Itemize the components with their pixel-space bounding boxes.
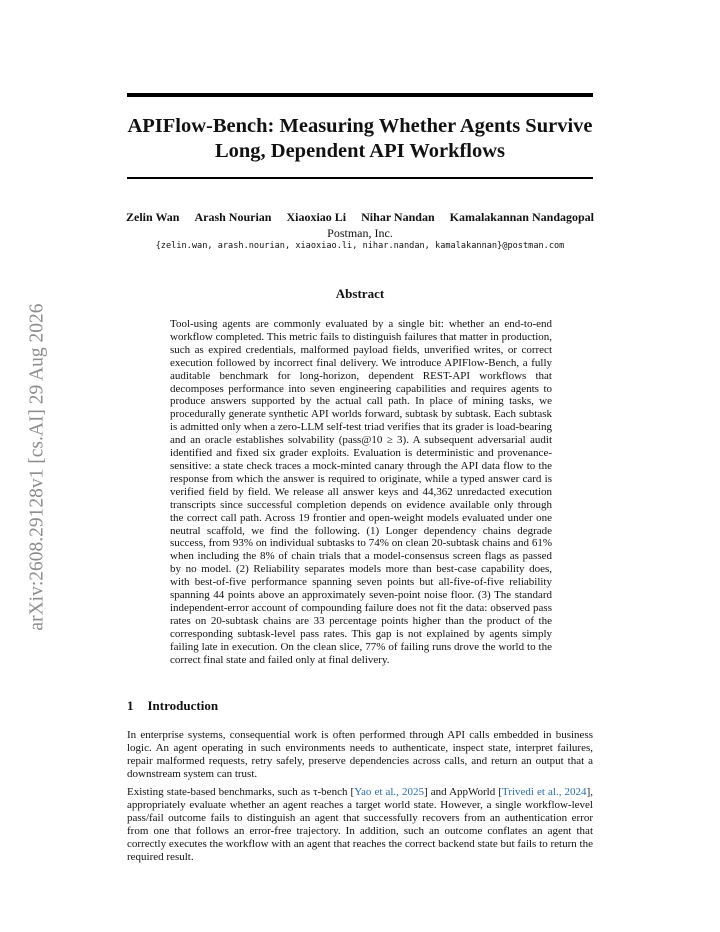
- title-bottom-rule: [127, 177, 593, 179]
- affiliation: Postman, Inc.: [327, 226, 393, 240]
- author-emails: {zelin.wan, arash.nourian, xiaoxiao.li, nihar.nandan, kamalakannan}@postman.com: [155, 241, 565, 251]
- intro-paragraph-1: In enterprise systems, consequential work is often performed through API calls embedded in business logic. An agent operating in such environments needs to authenticate, inspect state, interpret failures, repair malformed requests, retry safely, preserve dependencies across calls, and return an output that a downstream system can trust.: [127, 729, 593, 780]
- paragraph-text: ] and AppWorld [: [424, 786, 502, 798]
- author-name: Nihar Nandan: [361, 210, 435, 224]
- section-number: 1: [127, 698, 134, 713]
- paragraph-text: ], appropriately evaluate whether an agent reaches a target world state. However, a single workflow-level pass/fail outcome fails to distinguish an agent that successfully recovers from an authentication error from one that follows an error-free trajectory. In addition, such an outcome conflates an agent that correctly executes the workflow with an agent that reaches the correct backend state but fails to return the required result.: [127, 786, 593, 863]
- arxiv-stamp-text: arXiv:2608.29128v1 [cs.AI] 29 Aug 2026: [27, 303, 49, 631]
- citation-link[interactable]: Yao et al., 2025: [354, 786, 424, 798]
- arxiv-side-stamp: [18, 262, 58, 672]
- author-name: Kamalakannan Nandagopal: [449, 210, 595, 224]
- paper-title: APIFlow-Bench: Measuring Whether Agents Survive Long, Dependent API Workflows: [127, 115, 593, 162]
- author-list: [100, 210, 620, 225]
- section-heading: [127, 698, 218, 714]
- title-top-rule: [127, 93, 593, 97]
- citation-link[interactable]: Trivedi et al., 2024: [501, 786, 587, 798]
- section-title: Introduction: [147, 698, 219, 713]
- paragraph-text: Existing state-based benchmarks, such as τ-bench [: [127, 786, 355, 798]
- abstract-body: Tool-using agents are commonly evaluated by a single bit: whether an end-to-end workflow completed. This metric fails to distinguish failures that matter in production, such as expired credentials, malformed payload fields, unverified writes, or correct execution followed by incorrect final delivery. We introduce APIFlow-Bench, a fully auditable benchmark for long-horizon, dependent REST-API workflows that decomposes performance into seven engineering capabilities and requires agents to produce answers supported by the actual call path. In place of mining tasks, we procedurally generate synthetic API worlds forward, subtask by subtask. Each subtask is admitted only when a zero-LLM self-test triad verifies that its grader is load-bearing and an oracle establishes solvability (pass@10 ≥ 3). A subsequent adversarial audit identified and fixed six grader exploits. Evaluation is deterministic and provenance-sensitive: a state check traces a mock-minted canary through the API data flow to the response from which the answer is required to originate, while a typed answer card is verified field by field. We release all answer keys and 44,362 unredacted execution transcripts since successful completion depends on evidence available only through the correct call path. Across 19 frontier and open-weight models evaluated under one neutral scaffold, we find the following. (1) Longer dependency chains degrade success, from 93% on individual subtasks to 74% on clean 20-subtask chains and 61% when including the 8% of chain trials that a model-consensus screen flags as passed by no model. (2) Reliability separates models more than best-case capability does, with best-of-five performance spanning seven points but all-five-of-five reliability spanning 44 points above an approximately seven-point noise floor. (3) The standard independent-error account of compounding failure does not fit the data: observed pass rates on 20-subtask chains are 33 percentage points higher than the product of the corresponding subtask-level pass rates. This gap is not explained by agents simply failing late in execution. On the clean slice, 77% of failing runs drove the world to the correct final state and failed only at final delivery.: [170, 318, 552, 666]
- author-name: Xiaoxiao Li: [286, 210, 347, 224]
- abstract-heading: Abstract: [335, 286, 385, 301]
- author-name: Arash Nourian: [194, 210, 272, 224]
- author-name: Zelin Wan: [125, 210, 180, 224]
- intro-paragraph-2: [127, 786, 593, 863]
